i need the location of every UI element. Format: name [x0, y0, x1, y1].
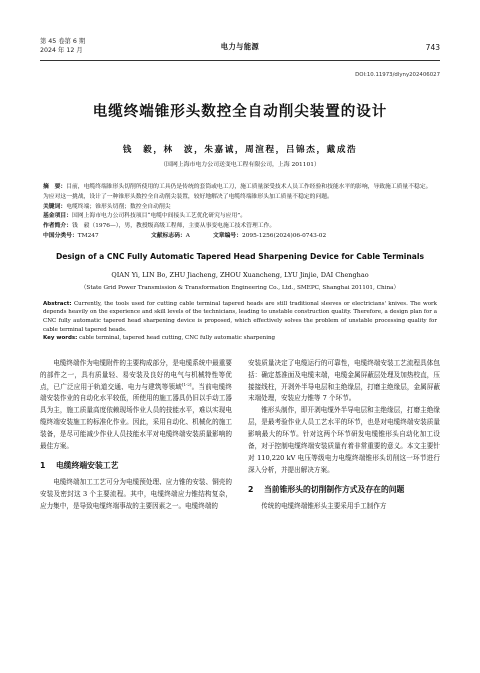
running-head [40, 38, 440, 70]
paper-title-cn: 电缆终端锥形头数控全自动削尖装置的设计 [92, 104, 388, 120]
section-1-paragraph-cont: 安装质量决定了电缆运行的可靠性，电缆终端安装工艺流程具体包括：确定基准面及电缆末端，电缆金属屏蔽层处理及加热校直，压接接线柱，开剥外半导电层和主绝缘层，打磨主绝缘层，金属屏蔽末端处理，安装应力锥等 7 个环节。 [248, 358, 440, 403]
fund-text: 国网上海市电力公司科技项目“电缆中间接头工艺优化研究与应用”。 [72, 213, 247, 220]
abstract-en-text: Currently, the tools used for cutting cable terminal tapered heads are still traditional sleeves or electricians' knives. The work depends heavily on the experience and skill levels of the technicians, leading to unstable construction quality. Therefore, a design plan for a CNC fully automatic tapered head sharpening device is proposed, which effectively solves the problem of unstable processing quality for cable terminal tapered heads. [43, 300, 438, 333]
fund-info [43, 212, 437, 222]
body-columns [40, 358, 440, 513]
page-number: 743 [425, 43, 440, 52]
paper-title-en: Design of a CNC Fully Automatic Tapered Head Sharpening Device for Cable Terminals [55, 251, 425, 261]
affiliation-en: （State Grid Power Transmission & Transformation Engineering Co., Ltd., SMEPC, Shanghai 201101, China） [80, 284, 400, 291]
section-1-number: 1 [40, 461, 46, 470]
abstract-cn-label: 摘 要： [43, 184, 67, 190]
abstract-cn [43, 183, 437, 203]
author-bio-label: 作者简介： [43, 223, 72, 230]
keywords-en [43, 334, 437, 343]
abstract-en-block [43, 300, 437, 343]
section-1-heading [40, 460, 232, 472]
header-rule [40, 60, 440, 61]
article-id-field [213, 232, 326, 242]
intro-paragraph [40, 358, 232, 453]
section-2-title: 当前锥形头的切削制作方式及存在的问题 [264, 484, 405, 494]
authors-en: QIAN Yi, LIN Bo, ZHU Jiacheng, ZHOU Xuancheng, LYU Jinjie, DAI Chenghao [111, 270, 369, 279]
doc-code-label: 文献标志码： [151, 232, 186, 239]
clc-label: 中国分类号： [43, 232, 78, 239]
keywords-en-label: Key words: [43, 335, 78, 342]
journal-name: 电力与能源 [220, 42, 260, 51]
volume-issue: 第 45 卷第 6 期 [40, 38, 86, 45]
section-2-paragraph: 传统的电缆终端锥形头主要采用手工制作方 [261, 501, 387, 510]
intro-text-cont: 。当前电缆终端安装作业的自动化水平较低，所使用的施工器具仍旧以手动工器具为主，施工质量高度依赖现场作业人员的技能水平，难以实现电缆终端安装施工的标准化作业。因此，采用自动化、机械化的施工装备，是尽可能减少作业人员技能水平对电缆终端安装质量影响的最佳方案。 [40, 382, 233, 451]
left-column [40, 358, 232, 513]
doc-code-value: A [185, 232, 190, 239]
clc-field [43, 232, 151, 242]
section-1-title: 电缆终端安装工艺 [56, 461, 119, 470]
article-id-value: 2095-1256(2024)06-0743-02 [242, 232, 327, 239]
authors-cn: 钱 毅，林 波，朱嘉诚，周渲程，吕锦杰，戴成浩 [122, 145, 358, 155]
intro-text: 电缆终端作为电缆附件的主要构成部分，是电缆系统中最重要的部件之一，具有质量轻、易安装及良好的电气与机械特性等优点，已广泛应用于轨道交通、电力与建筑等领域 [40, 358, 232, 391]
author-bio [43, 222, 437, 232]
section-1-paragraph-2: 锥形头制作，即开剥电缆外半导电层和主绝缘层，打磨主绝缘层，是最考验作业人员工艺水平的环节，也是对电缆终端安装质量影响最大的环节。针对这两个环节研发电缆锥形头自动化加工设备，对于控制电缆终端安装质量有着非常重要的意义。本文主要针对 110,220 kV 电压等级电力电缆终端锥形头切削这一环节进行深入分析，并提出解决方案。 [248, 406, 440, 474]
keywords-cn-label: 关键词： [43, 203, 67, 210]
section-2-number: 2 [248, 484, 254, 494]
keywords-en-text: cable terminal, tapered head cutting, CNC fully automatic sharpening [79, 335, 276, 342]
doc-code-field [151, 232, 213, 242]
affiliation-cn: （国网上海市电力公司送变电工程有限公司，上海 201101） [160, 162, 320, 168]
abstract-en [43, 300, 437, 334]
abstract-cn-block [43, 183, 437, 242]
citation: [1-2] [181, 381, 192, 387]
classification-row [43, 232, 437, 242]
abstract-cn-text: 目前，电缆终端锥形头切削所使用的工具仍是传统的套筒或电工刀，施工质量深受技术人员工作经验和技能水平的影响，导致施工质量不稳定。为应对这一挑战，设计了一种锥形头数控全自动削尖装置，较好地解决了电缆终端锥形头加工质量不稳定的问题。 [43, 184, 432, 200]
author-bio-text: 钱 毅（1976—），男，教授级高级工程师，主要从事变电施工技术管理工作。 [72, 223, 276, 230]
article-id-label: 文章编号： [213, 232, 242, 239]
section-1-paragraph: 电缆终端加工工艺可分为电缆预处理、应力锥的安装、铜壳的安装及密封这 3 个主要流程。其中，电缆终端应力锥结构复杂，应力集中，是导致电缆终端事故的主要因素之一。电缆终端的 [40, 478, 232, 510]
section-2-heading [248, 484, 440, 496]
issue-date: 2024 年 12 月 [40, 46, 83, 54]
right-column [248, 358, 440, 513]
keywords-cn [43, 203, 437, 213]
clc-value: TM247 [77, 232, 99, 239]
doi: DOI:10.11973/dlyny202406027 [355, 72, 440, 78]
keywords-cn-text: 电缆终端；锥形头切削；数控全自动削尖 [66, 203, 171, 210]
fund-label: 基金项目： [43, 213, 72, 220]
abstract-en-label: Abstract: [43, 300, 72, 307]
